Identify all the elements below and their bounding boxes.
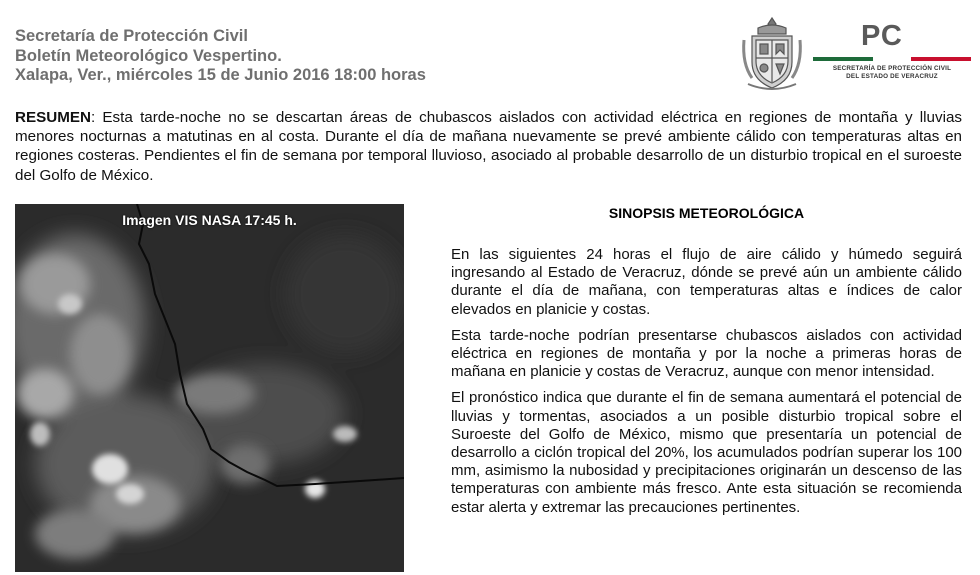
pc-logo-subtitle-line2: DEL ESTADO DE VERACRUZ <box>846 73 938 80</box>
pc-logo-subtitle-line1: SECRETARÍA DE PROTECCIÓN CIVIL <box>832 65 952 72</box>
resumen-text: : Esta tarde-noche no se descartan áreas de chubascos aislados con actividad eléctrica en regiones de montaña y lluvias menores nocturnas a matutinas en al costa. Durante el día de mañana nuevamente se prevé ambiente cálido con temperaturas altas en regiones costeras. Pendientes el fin de semana por temporal lluvioso, asociado al probable desarrollo de un disturbio tropical en el suroeste del Golfo de México. <box>15 109 962 184</box>
proteccion-civil-logo <box>813 20 971 86</box>
satellite-image <box>15 204 404 572</box>
sinopsis-paragraph-1: En las siguientes 24 horas el flujo de aire cálido y húmedo seguirá ingresando al Estado de Veracruz, dónde se prevé aún un ambiente cálido durante el día de mañana, con temperaturas altas e índices de calor elevados en planicie y costas. <box>451 246 962 318</box>
sinopsis-section <box>451 204 962 517</box>
pc-logo-letters: PC <box>861 20 903 52</box>
bulletin-header <box>15 27 426 86</box>
header-bulletin-type: Boletín Meteorológico Vespertino. <box>15 46 282 65</box>
logos <box>735 14 975 94</box>
sinopsis-title: SINOPSIS METEOROLÓGICA <box>608 205 805 221</box>
resumen-paragraph <box>15 108 962 185</box>
sinopsis-paragraph-3: El pronóstico indica que durante el fin de semana aumentará el potencial de lluvias y tormentas, asociados a un posible disturbio tropical sobre el Suroeste del Golfo de México, mismo que presentaría un potencial de desarrollo a ciclón tropical del 20%, los acumulados podrían superar los 100 mm, asimismo la nubosidad y precipitaciones originarán un descenso de las temperaturas con ambiente más fresco. Ante esta situación se recomienda estar alerta y extremar las precauciones pertinentes. <box>451 389 962 516</box>
veracruz-seal-icon <box>738 14 806 94</box>
header-agency: Secretaría de Protección Civil <box>15 27 248 45</box>
header-date: Xalapa, Ver., miércoles 15 de Junio 2016 18:00 horas <box>15 66 426 84</box>
satellite-caption: Imagen VIS NASA 17:45 h. <box>122 212 297 228</box>
pc-logo-subtitle <box>813 65 971 81</box>
flag-stripe <box>813 57 971 61</box>
sinopsis-paragraph-2: Esta tarde-noche podrían presentarse chubascos aislados con actividad eléctrica en regiones de montaña y por la noche a primeras horas de mañana en planicie y costas de Veracruz, aunque con menor intensidad. <box>451 326 962 381</box>
resumen-label: RESUMEN <box>15 109 91 126</box>
